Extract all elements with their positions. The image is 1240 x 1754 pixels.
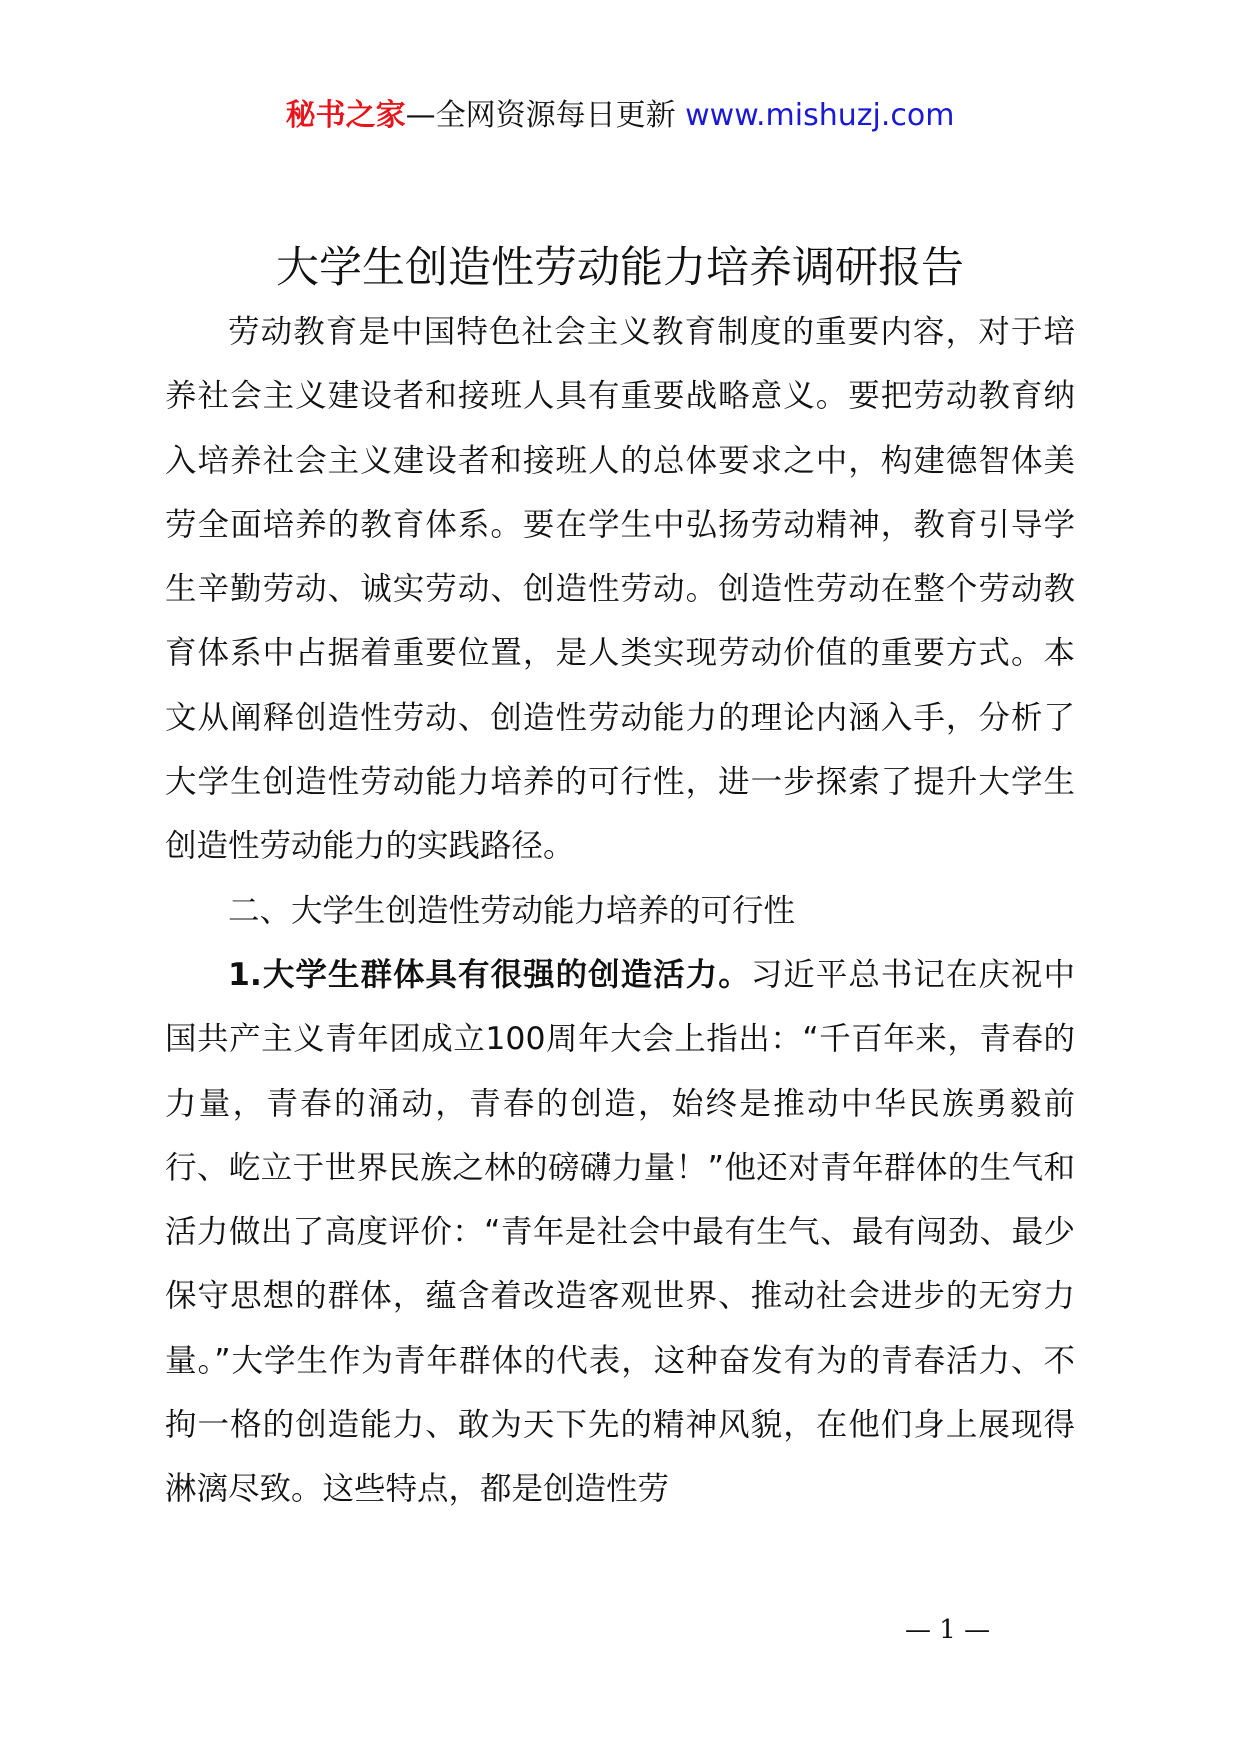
page-number: — 1 — — [905, 1615, 991, 1645]
document-title: 大学生创造性劳动能力培养调研报告 — [276, 243, 964, 293]
website-header — [0, 96, 1240, 136]
header-brand: 秘书之家 — [285, 98, 406, 133]
section-heading: 二、大学生创造性劳动能力培养的可行性 — [228, 892, 796, 929]
header-tagline: —全网资源每日更新 — [405, 98, 686, 133]
header-url-link[interactable]: www.mishuzj.com — [685, 98, 955, 133]
intro-paragraph: 劳动教育是中国特色社会主义教育制度的重要内容，对于培养社会主义建设者和接班人具有重要战略意义。要把劳动教育纳入培养社会主义建设者和接班人的总体要求之中，构建德智体美劳全面培养的教育体系。要在学生中弘扬劳动精神，教育引导学生辛勤劳动、诚实劳动、创造性劳动。创造性劳动在整个劳动教育体系中占据着重要位置，是人类实现劳动价值的重要方式。本文从阐释创造性劳动、创造性劳动能力的理论内涵入手，分析了大学生创造性劳动能力培养的可行性，进一步探索了提升大学生创造性劳动能力的实践路径。 — [165, 314, 1075, 865]
point-1-paragraph — [165, 943, 1075, 1522]
document-body — [165, 300, 1075, 1522]
point-1-text: 习近平总书记在庆祝中国共产主义青年团成立100周年大会上指出：“千百年来，青春的力量，青春的涌动，青春的创造，始终是推动中华民族勇毅前行、屹立于世界民族之林的磅礴力量！”他还对青年群体的生气和活力做出了高度评价：“青年是社会中最有生气、最有闯劲、最少保守思想的群体，蕴含着改造客观世界、推动社会进步的无穷力量。”大学生作为青年群体的代表，这种奋发有为的青春活力、不拘一格的创造能力、敢为天下先的精神风貌，在他们身上展现得淋漓尽致。这些特点，都是创造性劳 — [165, 956, 1075, 1508]
point-1-lead: 1.大学生群体具有很强的创造活力。 — [228, 956, 751, 993]
